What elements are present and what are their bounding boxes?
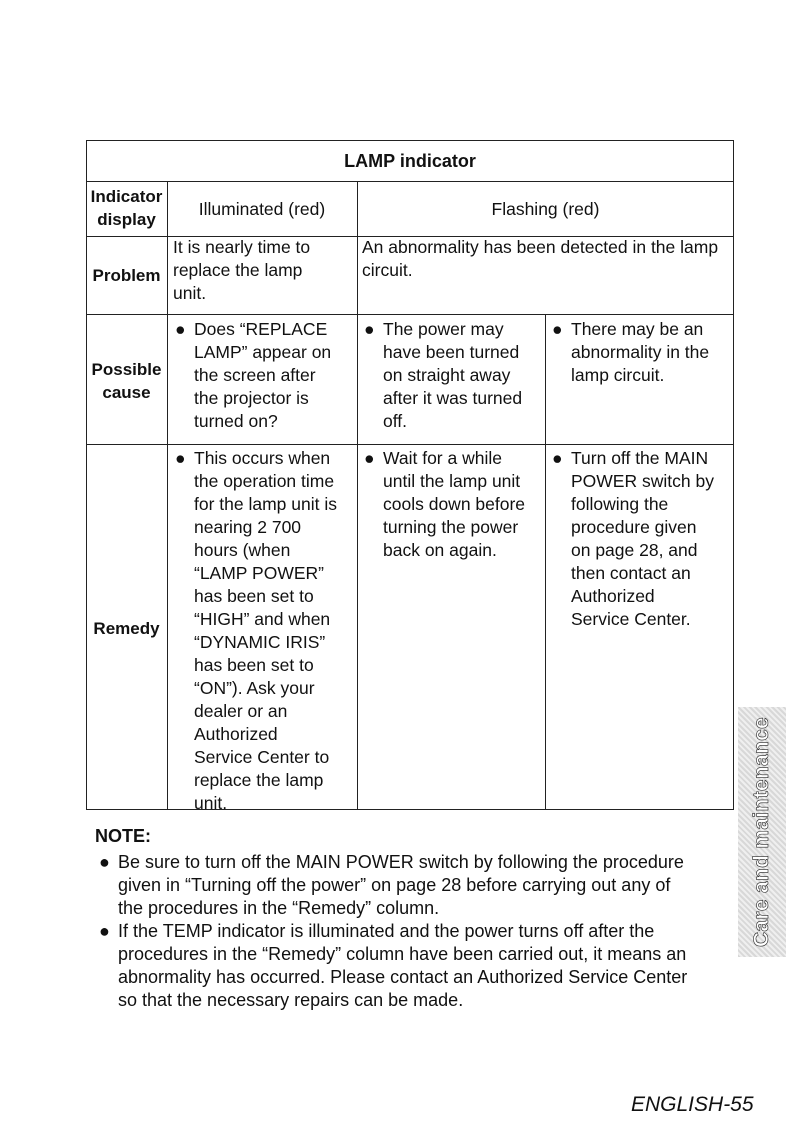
- remedy-text: This occurs when the operation time for the lamp unit is nearing 2 700 hours (when “LAMP POWER” has been set to “HIGH” and when “DYNAMIC IRIS” has been set to “ON”). Ask your dealer or an Authorized Service Center to replace the lamp unit.: [194, 448, 337, 813]
- table-divider: [86, 314, 734, 315]
- cause-text: The power may have been turned on straight away after it was turned off.: [383, 319, 523, 431]
- table-divider: [545, 314, 546, 810]
- table-divider: [167, 181, 168, 810]
- remedy-text: Turn off the MAIN POWER switch by following the procedure given on page 28, and then contact an Authorized Service Center.: [571, 448, 714, 629]
- header-indicator-display: Indicator display: [90, 187, 163, 229]
- bullet-icon: ●: [552, 319, 563, 339]
- problem-flashing: An abnormality has been detected in the lamp circuit.: [362, 237, 719, 280]
- note-text: Be sure to turn off the MAIN POWER switch by following the procedure given in “Turning off the power” on page 28 before carrying out any of the procedures in the “Remedy” column.: [118, 852, 684, 918]
- table-title: LAMP indicator: [344, 151, 476, 171]
- row-label-possible-cause: Possible cause: [91, 360, 162, 402]
- cause-text: There may be an abnormality in the lamp circuit.: [571, 319, 710, 385]
- bullet-icon: ●: [175, 448, 186, 468]
- table-divider: [86, 181, 734, 182]
- bullet-icon: ●: [175, 319, 186, 339]
- bullet-icon: ●: [364, 448, 375, 468]
- bullet-icon: ●: [99, 921, 110, 941]
- header-illuminated: Illuminated (red): [198, 199, 326, 219]
- table-divider: [86, 444, 734, 445]
- bullet-icon: ●: [364, 319, 375, 339]
- bullet-icon: ●: [99, 852, 110, 872]
- bullet-icon: ●: [552, 448, 563, 468]
- section-tab-label: Care and maintenance: [750, 716, 773, 948]
- problem-illuminated: It is nearly time to replace the lamp unit.: [173, 237, 311, 303]
- note-text: If the TEMP indicator is illuminated and the power turns off after the procedures in the “Remedy” column have been carried out, it means an abnormality has occurred. Please contact an Authorized Service Center so that the necessary repairs can be made.: [118, 921, 688, 1010]
- note-title: NOTE:: [95, 826, 151, 846]
- table-divider: [357, 181, 358, 810]
- header-flashing: Flashing (red): [491, 199, 600, 219]
- cause-text: Does “REPLACE LAMP” appear on the screen after the projector is turned on?: [194, 319, 332, 431]
- row-label-problem: Problem: [92, 266, 161, 285]
- remedy-text: Wait for a while until the lamp unit cools down before turning the power back on again.: [383, 448, 526, 560]
- row-label-remedy: Remedy: [93, 619, 160, 638]
- page-number: ENGLISH-55: [631, 1093, 754, 1116]
